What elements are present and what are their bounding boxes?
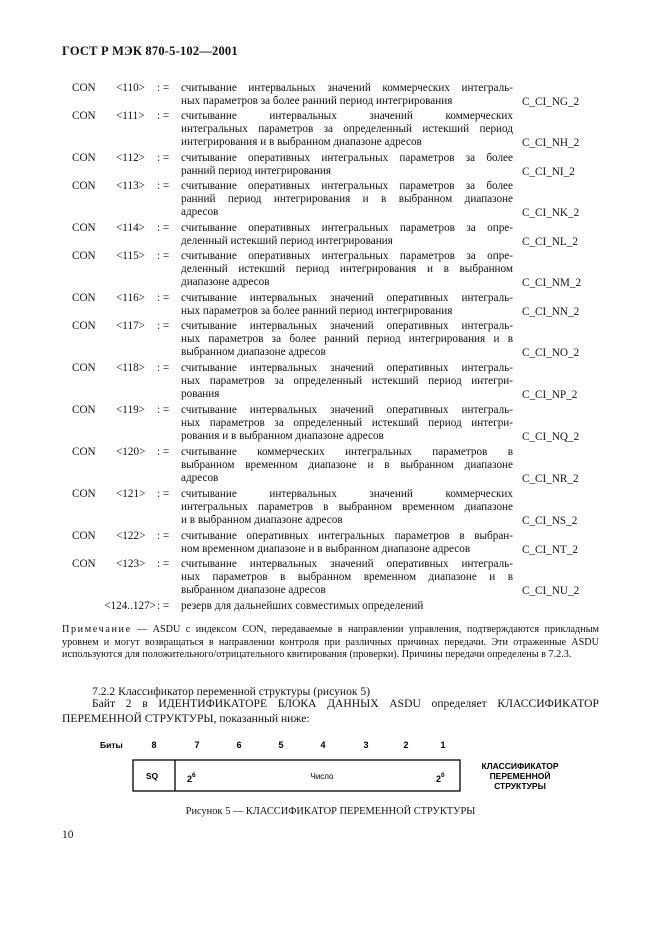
definition-code: <121>: [116, 488, 146, 500]
note-text: — ASDU с индексом CON, передаваемые в направлении управления, подтверждаются прикладным уровнем и могут возвращаться в направлении контроля при различных причинах передачи. Эти отраженные ASDU используются для положительного/отрицательного квитирования (проверки). Причины передачи определены в 7.2.3.: [62, 624, 599, 661]
definition-row: [0, 222, 661, 248]
definition-description: [181, 488, 513, 528]
definition-mode: CON: [72, 152, 96, 164]
definition-mode: CON: [72, 222, 96, 234]
definition-line: адресов: [181, 206, 219, 219]
definition-code: <114>: [116, 222, 145, 234]
definition-separator: : =: [157, 362, 170, 374]
sq-field: SQ: [145, 771, 159, 781]
page-number: 10: [62, 829, 74, 841]
definition-code: <112>: [116, 152, 145, 164]
definition-row: [0, 250, 661, 290]
document-header: ГОСТ Р МЭК 870-5-102—2001: [62, 44, 238, 58]
definition-mode: CON: [72, 250, 96, 262]
definition-mnemonic: C_CI_NR_2: [522, 473, 579, 486]
bit-number: 1: [440, 740, 446, 750]
definition-line: считывание оперативных интегральных параметров за опре-: [181, 250, 513, 262]
definition-description: [181, 446, 513, 486]
definition-separator: : =: [157, 180, 170, 192]
definition-code: <110>: [116, 82, 145, 94]
definition-mnemonic: C_CI_NT_2: [522, 544, 578, 557]
definition-line: ных параметров за более ранний период интегрирования: [181, 95, 453, 108]
definition-row: [0, 82, 661, 108]
definition-mode: CON: [72, 530, 96, 542]
definition-mnemonic: C_CI_NU_2: [522, 585, 580, 598]
definition-mnemonic: C_CI_NL_2: [522, 236, 578, 249]
definition-separator: : =: [157, 404, 170, 416]
bit-number: 5: [278, 740, 284, 750]
high-exp: 6: [192, 772, 196, 779]
definition-separator: : =: [157, 600, 170, 612]
definition-row: [0, 180, 661, 220]
definition-line: ных параметров в выбранном временном диапазоне и в: [181, 571, 513, 584]
definition-line: выбранном диапазоне адресов: [181, 584, 326, 597]
definition-mode: CON: [72, 404, 96, 416]
definition-row: [0, 558, 661, 598]
classifier-name-line-2: ПЕРЕМЕННОЙ: [489, 771, 551, 781]
bit-number: 4: [320, 740, 326, 750]
definition-row: [0, 152, 661, 178]
definition-line: ных параметров за более ранний период интегрирования: [181, 305, 453, 318]
definition-line: деленный истекший период интегрирования: [181, 235, 393, 248]
definition-mode: CON: [72, 180, 96, 192]
definition-separator: : =: [157, 558, 170, 570]
definition-separator: : =: [157, 530, 170, 542]
definition-row: [0, 600, 661, 613]
definition-line: ных параметров за более ранний период интегрирования и в: [181, 333, 513, 346]
low-bit-weight: [436, 772, 445, 784]
definition-mnemonic: C_CI_NM_2: [522, 277, 582, 290]
definition-code: <120>: [116, 446, 146, 458]
definition-line: ранний период интегрирования и в выбранном диапазоне: [181, 193, 513, 206]
definition-line: интегральных параметров в выбранном временном диапазоне: [181, 501, 513, 514]
definition-description: [181, 250, 513, 290]
definition-row: [0, 404, 661, 444]
definition-separator: : =: [157, 446, 170, 458]
definition-row: [0, 292, 661, 318]
definition-mnemonic: C_CI_NN_2: [522, 306, 580, 319]
definition-line: интегральных параметров за определенный истекший период: [181, 123, 513, 136]
definition-description: [181, 222, 513, 248]
definition-mode: CON: [72, 320, 96, 332]
definition-separator: : =: [157, 488, 170, 500]
definition-line: считывание коммерческих интегральных параметров в: [181, 446, 513, 458]
definition-description: [181, 362, 513, 402]
definition-separator: : =: [157, 320, 170, 332]
definition-line: считывание оперативных интегральных параметров за более: [181, 152, 513, 164]
classifier-name-line-1: КЛАССИФИКАТОР: [481, 761, 559, 771]
definition-line: выбранном диапазоне адресов: [181, 346, 326, 359]
definition-separator: : =: [157, 82, 170, 94]
definition-line: резерв для дальнейших совместимых определений: [181, 600, 424, 612]
definition-row: [0, 446, 661, 486]
definition-code: <122>: [116, 530, 146, 542]
definition-description: [181, 180, 513, 220]
high-base: 2: [187, 774, 193, 784]
definition-code: <124..127>: [104, 600, 156, 612]
definition-line: рования и в выбранном диапазоне адресов: [181, 430, 384, 443]
bit-number: 6: [236, 740, 242, 750]
definition-row: [0, 362, 661, 402]
section-paragraph: Байт 2 в ИДЕНТИФИКАТОРЕ БЛОКА ДАННЫХ ASDU определяет КЛАССИФИКАТОР ПЕРЕМЕННОЙ СТРУКТУРЫ, показанный ниже:: [62, 697, 599, 725]
bit-number: 3: [363, 740, 369, 750]
definition-mnemonic: C_CI_NK_2: [522, 207, 580, 220]
definition-line: деленный истекший период интегрирования и в выбранном: [181, 263, 513, 276]
note: [62, 624, 599, 662]
note-label: Примечание: [62, 624, 132, 635]
definition-description: [181, 152, 513, 178]
definition-line: считывание интервальных значений оперативных интеграль-: [181, 558, 513, 570]
definition-description: [181, 110, 513, 150]
definition-line: ных параметров за определенный истекший период интегри-: [181, 375, 513, 388]
definition-line: интегрирования и в выбранном диапазоне адресов: [181, 136, 422, 149]
definition-mnemonic: C_CI_NS_2: [522, 515, 578, 528]
definition-line: ном временном диапазоне и в выбранном диапазоне адресов: [181, 543, 471, 556]
definition-description: [181, 530, 513, 556]
definition-line: считывание оперативных интегральных параметров за более: [181, 180, 513, 192]
bit-number: 7: [194, 740, 200, 750]
classifier-name: [482, 761, 559, 791]
definition-mnemonic: C_CI_NQ_2: [522, 431, 580, 444]
definition-separator: : =: [157, 250, 170, 262]
definition-line: выбранном временном диапазоне и в выбранном диапазоне: [181, 459, 513, 472]
definition-mode: CON: [72, 82, 96, 94]
bit-number: 8: [151, 740, 157, 750]
definition-separator: : =: [157, 110, 170, 122]
classifier-box: [133, 760, 460, 791]
definition-mode: CON: [72, 292, 96, 304]
definition-mode: CON: [72, 558, 96, 570]
definition-mode: CON: [72, 110, 96, 122]
definition-code: <113>: [116, 180, 145, 192]
definition-line: ранний период интегрирования: [181, 165, 332, 178]
definition-mode: CON: [72, 446, 96, 458]
definition-separator: : =: [157, 292, 170, 304]
definition-description: [181, 320, 513, 360]
high-bit-weight: [187, 772, 196, 784]
definition-line: считывание интервальных значений оперативных интеграль-: [181, 404, 513, 416]
number-field: Число: [310, 772, 334, 781]
definition-mnemonic: C_CI_NG_2: [522, 96, 580, 109]
definition-row: [0, 320, 661, 360]
definition-line: считывание интервальных значений оперативных интеграль-: [181, 362, 513, 374]
definition-description: [181, 82, 513, 108]
definition-mnemonic: C_CI_NO_2: [522, 347, 580, 360]
figure-caption: Рисунок 5 — КЛАССИФИКАТОР ПЕРЕМЕННОЙ СТРУКТУРЫ: [185, 806, 476, 817]
definition-description: [181, 292, 513, 318]
definition-description: [181, 600, 513, 613]
definition-separator: : =: [157, 222, 170, 234]
definition-line: считывание оперативных интегральных параметров в выбран-: [181, 530, 513, 542]
definition-line: считывание оперативных интегральных параметров за опре-: [181, 222, 513, 234]
low-exp: 0: [441, 772, 445, 779]
definition-line: ных параметров за определенный истекший период интегри-: [181, 417, 513, 430]
definition-line: рования: [181, 388, 220, 401]
definition-line: считывание интервальных значений оперативных интеграль-: [181, 292, 513, 304]
definition-line: диапазоне адресов: [181, 276, 270, 289]
definition-code: <117>: [116, 320, 145, 332]
definition-code: <115>: [116, 250, 145, 262]
definition-line: считывание интервальных значений коммерческих интеграль-: [181, 82, 513, 94]
definition-row: [0, 530, 661, 556]
definition-mode: CON: [72, 362, 96, 374]
low-base: 2: [436, 774, 442, 784]
section-heading: 7.2.2 Классификатор переменной структуры (рисунок 5): [92, 685, 371, 698]
definition-code: <123>: [116, 558, 146, 570]
definition-separator: : =: [157, 152, 170, 164]
classifier-name-line-3: СТРУКТУРЫ: [494, 781, 546, 791]
definition-mnemonic: C_CI_NH_2: [522, 137, 580, 150]
bits-label: Биты: [100, 740, 123, 750]
definition-line: и в выбранном диапазоне адресов: [181, 514, 343, 527]
definition-row: [0, 488, 661, 528]
definition-line: считывание интервальных значений оперативных интеграль-: [181, 320, 513, 332]
definition-line: считывание интервальных значений коммерческих: [181, 110, 513, 122]
definition-description: [181, 404, 513, 444]
definition-description: [181, 558, 513, 598]
definition-row: [0, 110, 661, 150]
definition-code: <111>: [116, 110, 145, 122]
bit-number: 2: [403, 740, 409, 750]
definition-mnemonic: C_CI_NP_2: [522, 389, 578, 402]
definition-line: считывание интервальных значений коммерческих: [181, 488, 513, 500]
definition-mnemonic: C_CI_NI_2: [522, 166, 575, 179]
definition-code: <116>: [116, 292, 145, 304]
definition-line: адресов: [181, 472, 219, 485]
definition-code: <118>: [116, 362, 145, 374]
definition-code: <119>: [116, 404, 145, 416]
definition-mode: CON: [72, 488, 96, 500]
